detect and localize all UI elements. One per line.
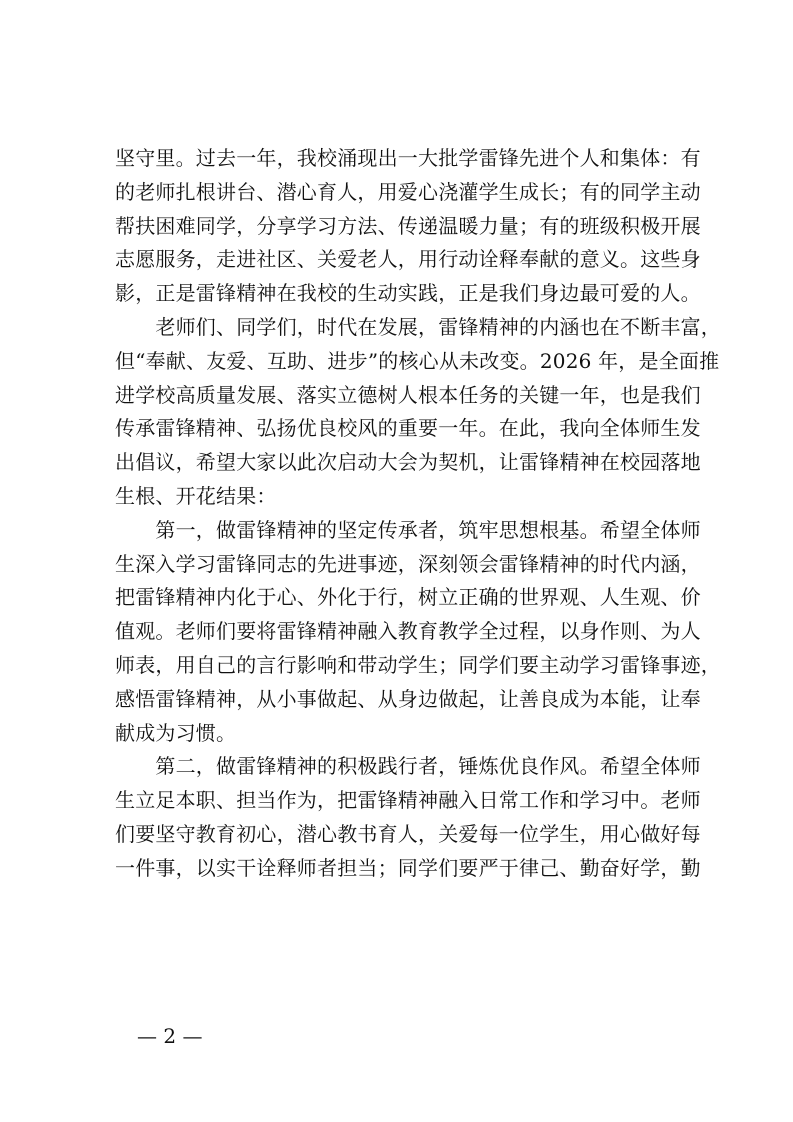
text-line: 出倡议，希望大家以此次启动大会为契机，让雷锋精神在校园落地 [115,450,701,475]
text-line: 帮扶困难同学，分享学习方法、传递温暖力量；有的班级积极开展 [115,213,701,238]
text-line: 第二，做雷锋精神的积极践行者，锤炼优良作风。希望全体师 [115,754,701,779]
text-line: 生立足本职、担当作为，把雷锋精神融入日常工作和学习中。老师 [115,788,701,813]
text-line: 们要坚守教育初心，潜心教书育人，关爱每一位学生，用心做好每 [115,821,701,846]
text-line: 进学校高质量发展、落实立德树人根本任务的关键一年，也是我们 [115,382,701,407]
text-line: 献成为习惯。 [115,720,237,745]
text-line: 把雷锋精神内化于心、外化于行，树立正确的世界观、人生观、价 [115,585,701,610]
text-line: 第一，做雷锋精神的坚定传承者，筑牢思想根基。希望全体师 [115,517,701,542]
text-line: 值观。老师们要将雷锋精神融入教育教学全过程，以身作则、为人 [115,619,701,644]
text-line: 老师们、同学们，时代在发展，雷锋精神的内涵也在不断丰富， [115,314,721,339]
text-line: 的老师扎根讲台、潜心育人，用爱心浇灌学生成长；有的同学主动 [115,179,701,204]
text-line: 生深入学习雷锋同志的先进事迹，深刻领会雷锋精神的时代内涵， [115,551,701,576]
text-line: 师表，用自己的言行影响和带动学生；同学们要主动学习雷锋事迹， [115,652,721,677]
text-line: 坚守里。过去一年，我校涌现出一大批学雷锋先进个人和集体：有 [115,146,701,170]
page-number: — 2 — [137,1024,203,1048]
text-line: 影，正是雷锋精神在我校的生动实践，正是我们身边最可爱的人。 [115,281,701,306]
text-line: 但“奉献、友爱、互助、进步”的核心从未改变。2026 年，是全面推 [115,348,720,373]
body-text [115,142,721,886]
text-line: 志愿服务，走进社区、关爱老人，用行动诠释奉献的意义。这些身 [115,247,701,272]
text-line: 传承雷锋精神、弘扬优良校风的重要一年。在此，我向全体师生发 [115,416,701,441]
text-line: 一件事，以实干诠释师者担当；同学们要严于律己、勤奋好学，勤 [115,855,701,880]
text-line: 生根、开花结果： [115,483,277,508]
text-line: 感悟雷锋精神，从小事做起、从身边做起，让善良成为本能，让奉 [115,686,701,711]
